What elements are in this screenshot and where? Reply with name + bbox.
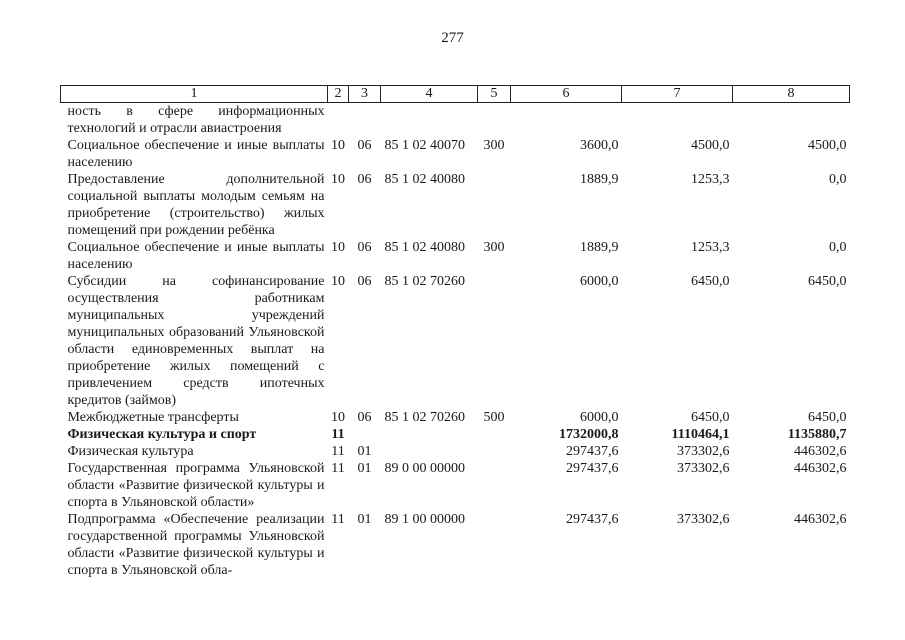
- row-section: 10: [331, 240, 345, 255]
- row-amount-col8: 446302,6: [794, 512, 847, 527]
- row-expense-type: [478, 443, 511, 460]
- header-col-8: 8: [733, 86, 850, 103]
- row-name: Межбюджетные трансферты: [67, 410, 239, 425]
- table-row: [61, 137, 850, 171]
- row-section: 11: [331, 512, 345, 527]
- row-amount-col8: [733, 103, 850, 138]
- row-subsection: 06: [357, 172, 372, 187]
- row-target-article: 85 1 02 40080: [384, 240, 465, 255]
- header-col-4: 4: [381, 86, 478, 103]
- row-amount-col8: 0,0: [829, 240, 847, 255]
- row-amount-col6: 1889,9: [580, 240, 619, 255]
- row-section: 10: [331, 172, 345, 187]
- row-target-article: 85 1 02 70260: [384, 274, 465, 289]
- row-amount-col7: 4500,0: [691, 138, 730, 153]
- row-name: Субсидии на софинансирование осуществления работникам муниципальных учреждений муниципальных образований Ульяновской области единовременных выплат на приобретение жилых помещений с привлечением средств ипотечных кредитов (займов): [67, 274, 325, 408]
- row-subsection: [349, 426, 381, 443]
- row-section: 10: [331, 138, 345, 153]
- row-expense-type: 500: [483, 410, 505, 425]
- header-col-3: 3: [349, 86, 381, 103]
- row-expense-type: 300: [483, 138, 505, 153]
- header-col-1: 1: [61, 86, 328, 103]
- row-expense-type: [478, 103, 511, 138]
- row-amount-col7: 6450,0: [691, 274, 730, 289]
- table-header-row: [61, 86, 850, 103]
- row-name: Физическая культура и спорт: [67, 427, 257, 442]
- row-expense-type: [478, 460, 511, 511]
- table-row: [61, 460, 850, 511]
- row-amount-col6: [511, 103, 622, 138]
- row-amount-col7: 1110464,1: [671, 427, 730, 442]
- row-expense-type: [478, 426, 511, 443]
- table-row: [61, 443, 850, 460]
- row-subsection: 06: [357, 410, 372, 425]
- row-name: Физическая культура: [67, 444, 194, 459]
- row-amount-col6: 1889,9: [580, 172, 619, 187]
- row-target-article: 85 1 02 40070: [384, 138, 465, 153]
- page-number: 277: [441, 30, 464, 46]
- row-expense-type: 300: [483, 240, 505, 255]
- row-amount-col8: 446302,6: [794, 444, 847, 459]
- row-subsection: 01: [357, 461, 372, 476]
- row-amount-col6: 297437,6: [566, 444, 619, 459]
- header-col-7: 7: [622, 86, 733, 103]
- row-section: [328, 103, 349, 138]
- row-amount-col8: 0,0: [829, 172, 847, 187]
- row-subsection: [349, 103, 381, 138]
- row-name: Социальное обеспечение и иные выплаты населению: [67, 138, 325, 170]
- table-row: [61, 273, 850, 409]
- row-subsection: 06: [357, 240, 372, 255]
- row-name: ность в сфере информационных технологий и отрасли авиастроения: [67, 104, 325, 136]
- row-subsection: 01: [357, 444, 372, 459]
- row-amount-col8: 6450,0: [808, 410, 847, 425]
- row-section: 11: [331, 427, 345, 442]
- row-target-article: [381, 103, 478, 138]
- row-target-article: [381, 443, 478, 460]
- row-amount-col8: 4500,0: [808, 138, 847, 153]
- table-row: [61, 171, 850, 239]
- row-expense-type: [478, 273, 511, 409]
- row-name: Подпрограмма «Обеспечение реализации государственной программы Ульяновской области «Развитие физической культуры и спорта в Ульяновской обла-: [67, 512, 325, 578]
- row-name: Предоставление дополнительной социальной выплаты молодым семьям на приобретение (строительство) жилых помещений при рождении ребёнка: [67, 172, 325, 238]
- header-col-5: 5: [478, 86, 511, 103]
- header-col-6: 6: [511, 86, 622, 103]
- row-amount-col6: 6000,0: [580, 274, 619, 289]
- row-amount-col7: 1253,3: [691, 172, 730, 187]
- header-col-2: 2: [328, 86, 349, 103]
- row-section: 11: [331, 461, 345, 476]
- table-row: [61, 103, 850, 138]
- table-row: [61, 239, 850, 273]
- budget-table: [60, 85, 850, 579]
- row-target-article: 89 1 00 00000: [384, 512, 465, 527]
- row-name: Государственная программа Ульяновской области «Развитие физической культуры и спорта в Ульяновской области»: [67, 461, 325, 510]
- row-amount-col7: 373302,6: [677, 461, 730, 476]
- row-amount-col6: 3600,0: [580, 138, 619, 153]
- table-row: [61, 426, 850, 443]
- row-amount-col6: 6000,0: [580, 410, 619, 425]
- row-target-article: 85 1 02 70260: [384, 410, 465, 425]
- row-section: 10: [331, 410, 345, 425]
- row-amount-col7: 373302,6: [677, 512, 730, 527]
- row-amount-col7: 1253,3: [691, 240, 730, 255]
- row-target-article: 89 0 00 00000: [384, 461, 465, 476]
- table-row: [61, 511, 850, 579]
- row-amount-col6: 297437,6: [566, 461, 619, 476]
- row-expense-type: [478, 171, 511, 239]
- row-amount-col6: 1732000,8: [559, 427, 619, 442]
- row-target-article: 85 1 02 40080: [384, 172, 465, 187]
- row-amount-col7: [622, 103, 733, 138]
- row-expense-type: [478, 511, 511, 579]
- row-subsection: 01: [357, 512, 372, 527]
- row-amount-col6: 297437,6: [566, 512, 619, 527]
- row-amount-col7: 6450,0: [691, 410, 730, 425]
- row-amount-col8: 446302,6: [794, 461, 847, 476]
- row-subsection: 06: [357, 138, 372, 153]
- row-amount-col8: 6450,0: [808, 274, 847, 289]
- row-amount-col8: 1135880,7: [787, 427, 847, 442]
- table-row: [61, 409, 850, 426]
- row-amount-col7: 373302,6: [677, 444, 730, 459]
- row-section: 10: [331, 274, 345, 289]
- row-subsection: 06: [357, 274, 372, 289]
- row-name: Социальное обеспечение и иные выплаты населению: [67, 240, 325, 272]
- row-section: 11: [331, 444, 345, 459]
- row-target-article: [381, 426, 478, 443]
